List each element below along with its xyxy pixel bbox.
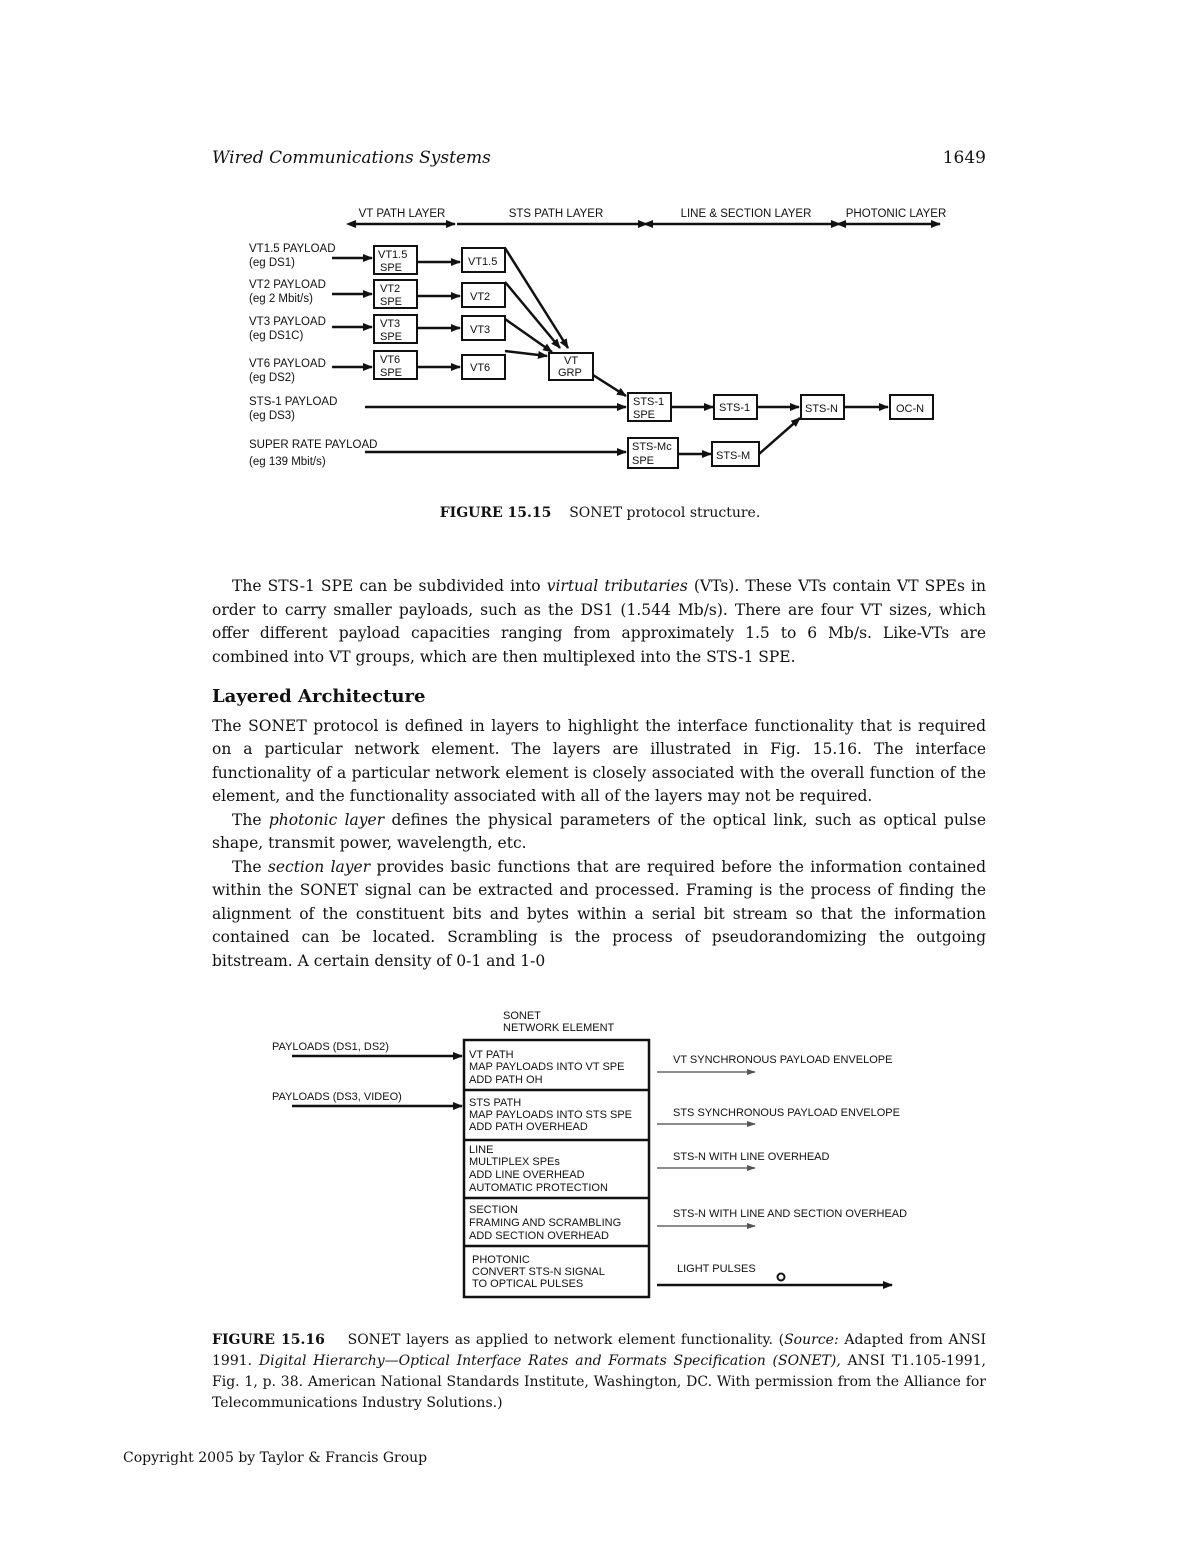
vt-grp-box: VT bbox=[564, 355, 579, 367]
figure-15-15-diagram bbox=[0, 190, 1200, 490]
ocn-box: OC-N bbox=[896, 403, 925, 415]
layer-box-line: MAP PAYLOADS INTO VT SPE bbox=[469, 1061, 625, 1073]
vt15-box: VT1.5 bbox=[468, 256, 498, 268]
layer-box-line: ADD LINE OVERHEAD bbox=[469, 1169, 585, 1181]
vt2-box: VT2 bbox=[470, 291, 491, 303]
stsm-box: STS-M bbox=[716, 450, 751, 462]
copyright-footer: Copyright 2005 by Taylor & Francis Group bbox=[123, 1450, 428, 1466]
running-title: Wired Communications Systems bbox=[212, 148, 491, 168]
input-label: VT6 PAYLOAD bbox=[249, 358, 326, 370]
output-label: LIGHT PULSES bbox=[677, 1263, 756, 1275]
vt15-spe-box-sub: SPE bbox=[380, 262, 403, 274]
layer-label-photonic: PHOTONIC LAYER bbox=[845, 208, 947, 220]
input-label-sub: (eg DS2) bbox=[249, 372, 296, 384]
layer-box-line: AUTOMATIC PROTECTION bbox=[469, 1182, 608, 1194]
vt3-spe-box: VT3 bbox=[380, 318, 401, 330]
layer-label-vt-path: VT PATH LAYER bbox=[358, 208, 446, 220]
output-label: STS-N WITH LINE AND SECTION OVERHEAD bbox=[673, 1208, 908, 1220]
light-pulse-icon bbox=[778, 1274, 785, 1281]
layer-box-photonic: PHOTONIC bbox=[472, 1254, 530, 1266]
input-label: PAYLOADS (DS3, VIDEO) bbox=[272, 1091, 402, 1103]
section-heading: Layered Architecture bbox=[212, 686, 426, 707]
vt6-spe-box: VT6 bbox=[380, 354, 401, 366]
vt2-spe-box: VT2 bbox=[380, 283, 401, 295]
layer-box-line: CONVERT STS-N SIGNAL bbox=[472, 1266, 605, 1278]
input-label: STS-1 PAYLOAD bbox=[249, 396, 338, 408]
paragraph: The section layer provides basic functions that are required before the information contained within the SONET signal can be extracted and processed. Framing is the process of finding the alignment of the constituent bits and bytes within a serial bit stream so that the information contained can be located. Scrambling is the process of pseudorandomizing the outgoing bitstream. A certain density of 0-1 and 1-0 bbox=[212, 857, 987, 970]
input-label: VT3 PAYLOAD bbox=[249, 316, 326, 328]
input-label: SUPER RATE PAYLOAD bbox=[249, 439, 378, 451]
vt15-spe-box: VT1.5 bbox=[378, 249, 408, 261]
input-label-sub: (eg DS1) bbox=[249, 257, 296, 269]
layer-box-line: ADD SECTION OVERHEAD bbox=[469, 1230, 609, 1242]
caption-label: FIGURE 15.15 bbox=[439, 505, 552, 521]
body-text bbox=[212, 575, 986, 973]
vt6-box: VT6 bbox=[470, 362, 491, 374]
stsmc-spe-box-sub: SPE bbox=[632, 455, 655, 467]
layer-box-line: MAP PAYLOADS INTO STS SPE bbox=[469, 1109, 633, 1121]
output-label: STS SYNCHRONOUS PAYLOAD ENVELOPE bbox=[673, 1107, 900, 1119]
layer-box-vt-path: VT PATH bbox=[469, 1049, 514, 1061]
page-number: 1649 bbox=[942, 148, 986, 168]
paragraph: The STS-1 SPE can be subdivided into virtual tributaries (VTs). These VTs contain VT SPEs in order to carry smaller payloads, such as the DS1 (1.544 Mb/s). There are four VT sizes, which offer different payload capacities ranging from approximately 1.5 to 6 Mb/s. Like-VTs are combined into VT groups, which are then multiplexed into the STS-1 SPE. bbox=[212, 577, 986, 666]
figure-15-16-diagram bbox=[0, 1005, 1200, 1305]
input-label-sub: (eg 2 Mbit/s) bbox=[249, 293, 313, 305]
input-label-sub: (eg DS3) bbox=[249, 410, 296, 422]
fig2-title: SONET bbox=[503, 1010, 541, 1022]
layer-box-line-layer: LINE bbox=[469, 1144, 494, 1156]
figure-15-15-caption bbox=[0, 503, 1200, 524]
stsmc-spe-box: STS-Mc bbox=[632, 441, 672, 453]
layer-label-line-section: LINE & SECTION LAYER bbox=[680, 208, 812, 220]
input-label: VT1.5 PAYLOAD bbox=[249, 243, 336, 255]
input-label-sub: (eg DS1C) bbox=[249, 330, 304, 342]
vt2-spe-box-sub: SPE bbox=[380, 296, 403, 308]
vt3-spe-box-sub: SPE bbox=[380, 331, 403, 343]
layer-box-line: MULTIPLEX SPEs bbox=[469, 1156, 560, 1168]
sts1-spe-box-sub: SPE bbox=[633, 409, 656, 421]
figure-15-16-caption: FIGURE 15.16 SONET layers as applied to network element functionality. (Source: Adapted from ANSI 1991. Digital Hierarchy—Optical Interface Rates and Formats Specification (SONET), ANSI T1.105-1991, Fig. 1, p. 38. American National Standards Institute, Washington, DC. With permission from the Alliance for Telecommunications Industry Solutions.) bbox=[212, 1332, 987, 1411]
layer-box-line: FRAMING AND SCRAMBLING bbox=[469, 1217, 622, 1229]
layer-box-sts-path: STS PATH bbox=[469, 1097, 522, 1109]
paragraph: The SONET protocol is defined in layers to highlight the interface functionality that is required on a particular network element. The layers are illustrated in Fig. 15.16. The interface functionality of a particular network element is closely associated with the overall function of the element, and the functionality associated with all of the layers may not be required. bbox=[212, 716, 986, 805]
caption-label: FIGURE 15.16 bbox=[212, 1332, 325, 1348]
layer-label-sts-path: STS PATH LAYER bbox=[508, 208, 604, 220]
fig2-title-sub: NETWORK ELEMENT bbox=[503, 1022, 615, 1034]
sts1-spe-box: STS-1 bbox=[633, 396, 665, 408]
vt3-box: VT3 bbox=[470, 324, 491, 336]
layer-box-section: SECTION bbox=[469, 1204, 518, 1216]
paragraph: The photonic layer defines the physical parameters of the optical link, such as optical pulse shape, transmit power, wavelength, etc. bbox=[212, 810, 987, 852]
layer-box-line: ADD PATH OH bbox=[469, 1074, 543, 1086]
layer-box-line: TO OPTICAL PULSES bbox=[472, 1278, 584, 1290]
output-label: STS-N WITH LINE OVERHEAD bbox=[673, 1151, 830, 1163]
input-label: PAYLOADS (DS1, DS2) bbox=[272, 1041, 389, 1053]
vt-grp-box-sub: GRP bbox=[558, 367, 582, 379]
stsn-box: STS-N bbox=[805, 403, 838, 415]
vt6-spe-box-sub: SPE bbox=[380, 367, 403, 379]
sts1-box: STS-1 bbox=[719, 402, 751, 414]
input-label-sub: (eg 139 Mbit/s) bbox=[249, 456, 326, 468]
input-label: VT2 PAYLOAD bbox=[249, 279, 326, 291]
running-header bbox=[212, 148, 986, 172]
caption-text: SONET protocol structure. bbox=[569, 505, 761, 521]
layer-box-line: ADD PATH OVERHEAD bbox=[469, 1121, 588, 1133]
output-label: VT SYNCHRONOUS PAYLOAD ENVELOPE bbox=[673, 1054, 893, 1066]
